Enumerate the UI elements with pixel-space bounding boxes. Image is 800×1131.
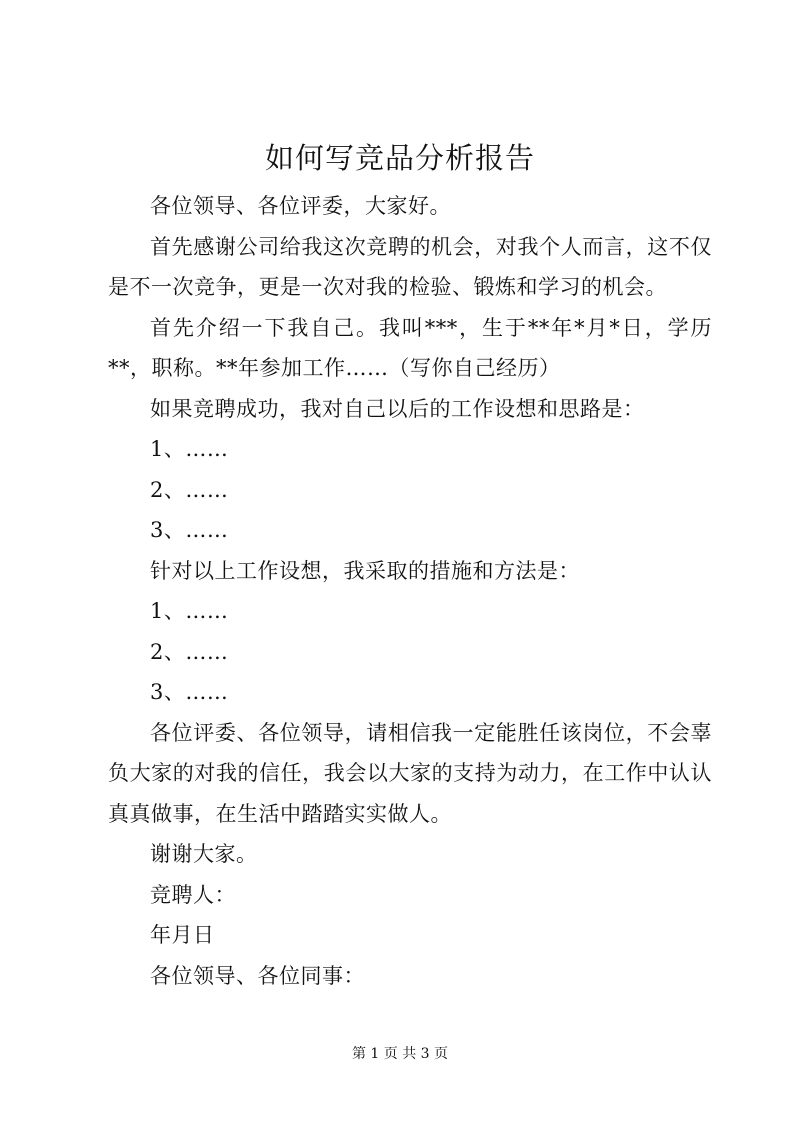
list-item-plan-2: 2、…… [150,477,229,502]
list-item-measure-1: 1、…… [150,599,229,623]
list-item-plan-3: 3、…… [150,518,229,542]
paragraph-thank-you: 谢谢大家。 [150,842,258,866]
document-body [108,186,712,996]
paragraph-applicant: 竞聘人： [150,882,236,907]
paragraph-thanks: 首先感谢公司给我这次竞聘的机会，对我个人而言，这不仅是不一次竞争，更是一次对我的检验、锻炼和学习的机会。 [108,234,712,299]
paragraph-date: 年月日 [150,923,215,947]
paragraph-self-intro: 首先介绍一下我自己。我叫***，生于**年*月*日，学历**，职称。**年参加工作……（写你自己经历） [108,315,712,380]
list-item-measure-2: 2、…… [150,639,229,664]
page-footer: 第 1 页 共 3 页 [351,1046,449,1062]
list-item-measure-3: 3、…… [150,680,229,704]
paragraph-greeting: 各位领导、各位评委，大家好。 [150,194,451,218]
paragraph-closing: 各位评委、各位领导，请相信我一定能胜任该岗位，不会辜负大家的对我的信任，我会以大家的支持为动力，在工作中认认真真做事，在生活中踏踏实实做人。 [108,720,712,826]
paragraph-plan-heading: 如果竞聘成功，我对自己以后的工作设想和思路是： [150,396,645,421]
list-item-plan-1: 1、…… [150,437,229,461]
paragraph-second-greeting: 各位领导、各位同事： [150,963,365,988]
document-title: 如何写竞品分析报告 [264,141,535,175]
paragraph-measures-heading: 针对以上工作设想，我采取的措施和方法是： [150,558,580,583]
